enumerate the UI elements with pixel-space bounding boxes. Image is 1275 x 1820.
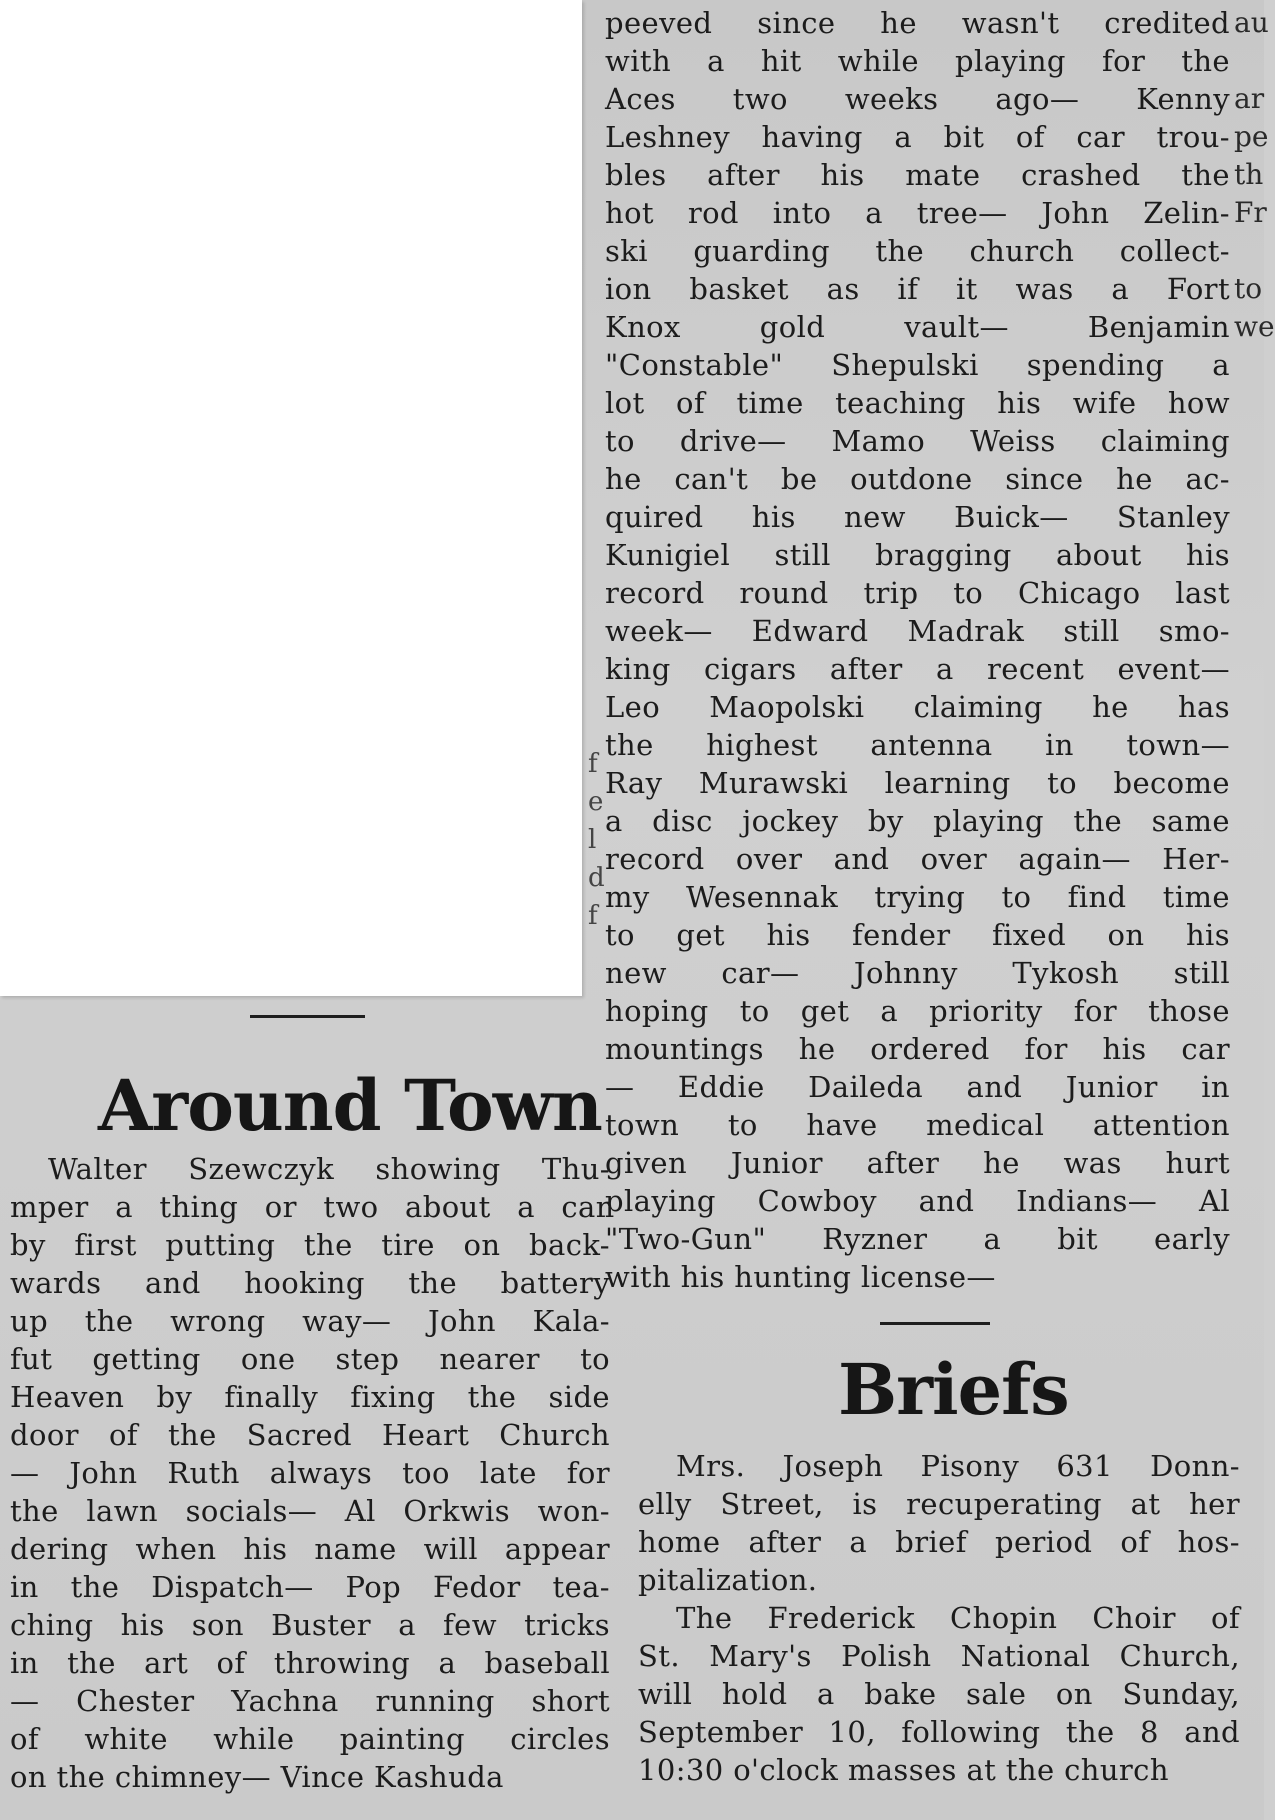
right-column-line: lot of time teaching his wife how [605, 386, 1230, 420]
edge-fragment: au [1234, 6, 1269, 39]
around-town-line: in the art of throwing a baseball [10, 1646, 610, 1680]
around-town-line: ching his son Buster a few tricks [10, 1608, 610, 1642]
right-column-line: to get his fender fixed on his [605, 918, 1230, 952]
briefs-rule [880, 1322, 990, 1325]
edge-fragment: e [588, 787, 604, 817]
edge-fragment: we [1234, 310, 1275, 343]
edge-fragment [1234, 232, 1264, 270]
briefs-column [638, 1447, 1240, 1789]
around-town-line: of white while painting circles [10, 1722, 610, 1756]
around-town-line: the lawn socials— Al Orkwis won- [10, 1494, 610, 1528]
edge-fragment: pe [1234, 120, 1269, 153]
right-column-line: Kunigiel still bragging about his [605, 538, 1230, 572]
right-column-line: record over and over again— Her- [605, 842, 1230, 876]
right-column-line: ion basket as if it was a Fort [605, 272, 1230, 306]
right-column-line: Knox gold vault— Benjamin [605, 310, 1230, 344]
right-column-line: hot rod into a tree— John Zelin- [605, 196, 1230, 230]
edge-fragment [1234, 42, 1264, 80]
briefs-line: pitalization. [638, 1563, 818, 1597]
around-town-line: on the chimney— Vince Kashuda [10, 1760, 504, 1794]
edge-fragment: f [588, 749, 598, 779]
edge-fragment: l [588, 825, 597, 855]
around-town-line: wards and hooking the battery [10, 1266, 610, 1300]
right-column-line: ski guarding the church collect- [605, 234, 1230, 268]
briefs-heading: Briefs [838, 1348, 1069, 1431]
right-column-line: — Eddie Daileda and Junior in [605, 1070, 1230, 1104]
around-town-heading: Around Town [98, 1064, 602, 1147]
right-column-line: playing Cowboy and Indians— Al [605, 1184, 1230, 1218]
right-column-text [605, 4, 1230, 1296]
left-edge-fragments [588, 745, 606, 935]
around-town-line: in the Dispatch— Pop Fedor tea- [10, 1570, 610, 1604]
right-column-line: the highest antenna in town— [605, 728, 1230, 762]
edge-fragment: to [1234, 272, 1263, 305]
edge-fragment: ar [1234, 82, 1265, 115]
right-column-line: mountings he ordered for his car [605, 1032, 1230, 1066]
briefs-line: The Frederick Chopin Choir of [676, 1601, 1240, 1635]
edge-fragment: d [588, 863, 605, 893]
right-column-line: "Two-Gun" Ryzner a bit early [605, 1222, 1230, 1256]
right-column-line: he can't be outdone since he ac- [605, 462, 1230, 496]
right-column-line: new car— Johnny Tykosh still [605, 956, 1230, 990]
around-town-line: — John Ruth always too late for [10, 1456, 610, 1490]
briefs-line: September 10, following the 8 and [638, 1715, 1240, 1749]
around-town-line: fut getting one step nearer to [10, 1342, 610, 1376]
right-column-line: given Junior after he was hurt [605, 1146, 1230, 1180]
right-column-line: Leo Maopolski claiming he has [605, 690, 1230, 724]
right-column-line: Ray Murawski learning to become [605, 766, 1230, 800]
briefs-line: elly Street, is recuperating at her [638, 1487, 1240, 1521]
around-town-line: by first putting the tire on back- [10, 1228, 610, 1262]
right-column-line: with his hunting license— [605, 1260, 996, 1294]
right-column-line: week— Edward Madrak still smo- [605, 614, 1230, 648]
right-column-line: record round trip to Chicago last [605, 576, 1230, 610]
right-column-line: Aces two weeks ago— Kenny [605, 82, 1230, 116]
right-column-line: king cigars after a recent event— [605, 652, 1230, 686]
around-town-line: door of the Sacred Heart Church [10, 1418, 610, 1452]
around-town-line: dering when his name will appear [10, 1532, 610, 1566]
around-town-rule [250, 1015, 365, 1018]
briefs-line: will hold a bake sale on Sunday, [638, 1677, 1240, 1711]
briefs-line: St. Mary's Polish National Church, [638, 1639, 1240, 1673]
right-column-line: with a hit while playing for the [605, 44, 1230, 78]
right-column-line: to drive— Mamo Weiss claiming [605, 424, 1230, 458]
right-column-line: peeved since he wasn't credited [605, 6, 1230, 40]
right-column-line: "Constable" Shepulski spending a [605, 348, 1230, 382]
briefs-line: 10:30 o'clock masses at the church [638, 1753, 1169, 1787]
blank-cutout-area [0, 0, 582, 996]
around-town-column [10, 1150, 610, 1796]
right-column-line: town to have medical attention [605, 1108, 1230, 1142]
around-town-line: — Chester Yachna running short [10, 1684, 610, 1718]
right-column-line: hoping to get a priority for those [605, 994, 1230, 1028]
right-column-line: a disc jockey by playing the same [605, 804, 1230, 838]
right-edge-fragments [1234, 4, 1275, 346]
edge-fragment: Fr [1234, 196, 1267, 229]
edge-fragment: th [1234, 158, 1264, 191]
briefs-line: Mrs. Joseph Pisony 631 Donn- [676, 1449, 1240, 1483]
around-town-line: Heaven by finally fixing the side [10, 1380, 610, 1414]
around-town-line: Walter Szewczyk showing Thu- [48, 1152, 610, 1186]
briefs-line: home after a brief period of hos- [638, 1525, 1240, 1559]
edge-fragment: f [588, 901, 598, 931]
right-column-line: my Wesennak trying to find time [605, 880, 1230, 914]
around-town-line: mper a thing or two about a car [10, 1190, 610, 1224]
right-column-line: Leshney having a bit of car trou- [605, 120, 1230, 154]
around-town-line: up the wrong way— John Kala- [10, 1304, 610, 1338]
right-column-line: quired his new Buick— Stanley [605, 500, 1230, 534]
right-column-line: bles after his mate crashed the [605, 158, 1230, 192]
